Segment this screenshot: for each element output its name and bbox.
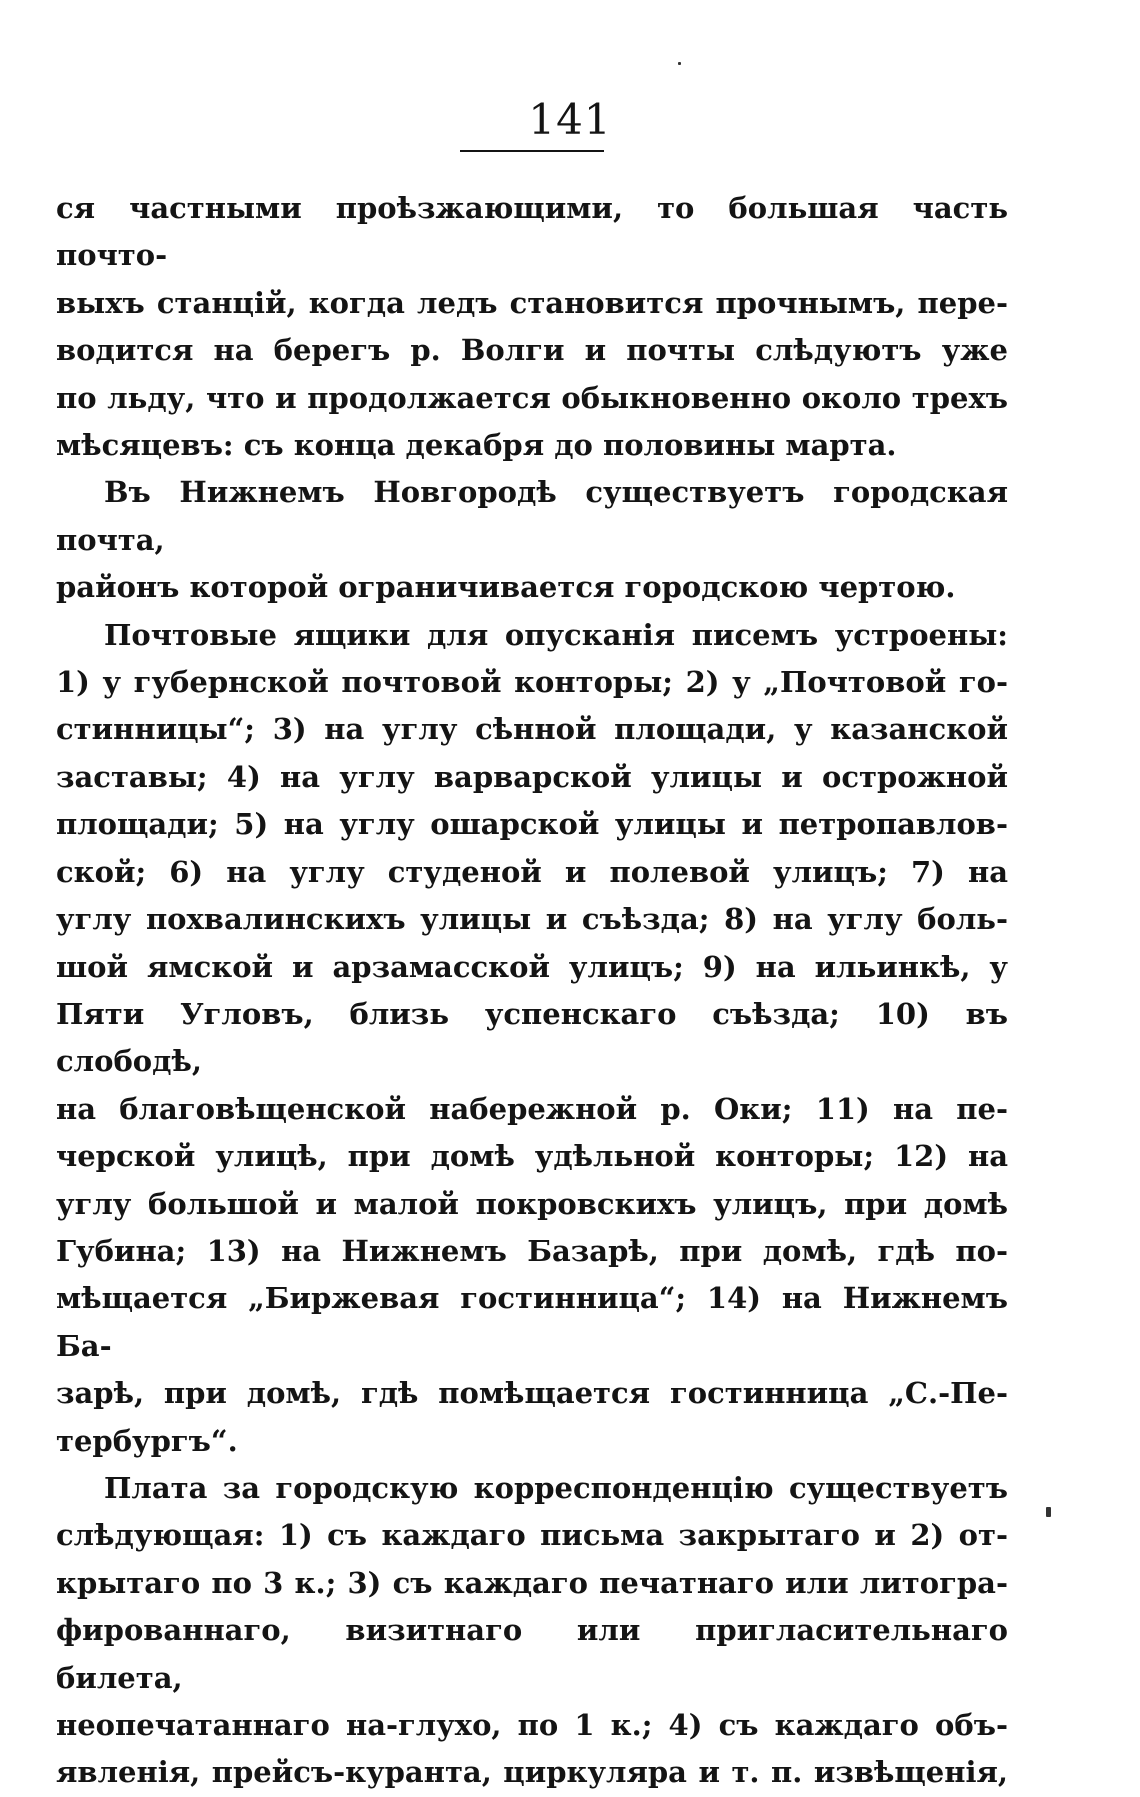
text-line: слѣдующая: 1) съ каждаго письма закрытаго и 2) от-	[56, 1518, 1008, 1553]
page-number: 141	[528, 95, 612, 144]
text-line: Плата за городскую корреспонденцію существуетъ	[104, 1470, 1008, 1505]
scan-speck	[678, 62, 681, 65]
text-line: мѣсяцевъ: съ конца декабря до половины марта.	[56, 428, 897, 463]
text-line: Въ Нижнемъ Новгородѣ существуетъ городская почта,	[56, 475, 1008, 557]
text-line: углу большой и малой покровскихъ улицъ, при домѣ	[56, 1186, 1008, 1221]
text-line: Почтовые ящики для опусканія писемъ устроены:	[104, 617, 1008, 652]
text-line: фированнаго, визитнаго или пригласительнаго билета,	[56, 1613, 1008, 1695]
text-line: явленія, прейсъ-куранта, циркуляра и т. п. извѣщенія,	[56, 1755, 1008, 1790]
text-line: стинницы“; 3) на углу сѣнной площади, у казанской	[56, 712, 1008, 747]
text-line: ся частными проѣзжающими, то большая часть почто-	[56, 191, 1008, 273]
text-line: тербургъ“.	[56, 1423, 238, 1458]
text-line: 1) у губернской почтовой конторы; 2) у „Почтовой го-	[56, 665, 1008, 700]
scan-speck	[1046, 1507, 1051, 1517]
page-number-rule	[460, 150, 604, 152]
text-line: мѣщается „Биржевая гостинница“; 14) на Нижнемъ Ба-	[56, 1281, 1008, 1363]
text-line: по льду, что и продолжается обыкновенно около трехъ	[56, 380, 1008, 415]
body-text	[56, 185, 1008, 1797]
text-line: площади; 5) на углу ошарской улицы и петропавлов-	[56, 807, 1008, 842]
text-line: шой ямской и арзамасской улицъ; 9) на ильинкѣ, у	[56, 949, 1008, 984]
text-line: неопечатаннаго на-глухо, по 1 к.; 4) съ каждаго объ-	[56, 1708, 1008, 1742]
text-line: районъ которой ограничивается городскою чертою.	[56, 570, 956, 605]
text-line: зарѣ, при домѣ, гдѣ помѣщается гостинница „С.-Пе-	[56, 1376, 1008, 1411]
text-line: черской улицѣ, при домѣ удѣльной конторы; 12) на	[56, 1139, 1008, 1174]
text-line: углу похвалинскихъ улицы и съѣзда; 8) на углу боль-	[56, 902, 1008, 937]
text-line: крытаго по 3 к.; 3) съ каждаго печатнаго или литогра-	[56, 1565, 1008, 1600]
text-line: водится на берегъ р. Волги и почты слѣдуютъ уже	[56, 333, 1008, 368]
text-line: выхъ станцій, когда ледъ становится прочнымъ, пере-	[56, 285, 1008, 320]
text-line: ской; 6) на углу студеной и полевой улицъ; 7) на	[56, 854, 1008, 889]
text-line: заставы; 4) на углу варварской улицы и острожной	[56, 759, 1008, 794]
text-line: Губина; 13) на Нижнемъ Базарѣ, при домѣ, гдѣ по-	[56, 1233, 1008, 1268]
text-line: на благовѣщенской набережной р. Оки; 11) на пе-	[56, 1091, 1008, 1126]
text-line: Пяти Угловъ, близь успенскаго съѣзда; 10) въ слободѣ,	[56, 996, 1008, 1079]
